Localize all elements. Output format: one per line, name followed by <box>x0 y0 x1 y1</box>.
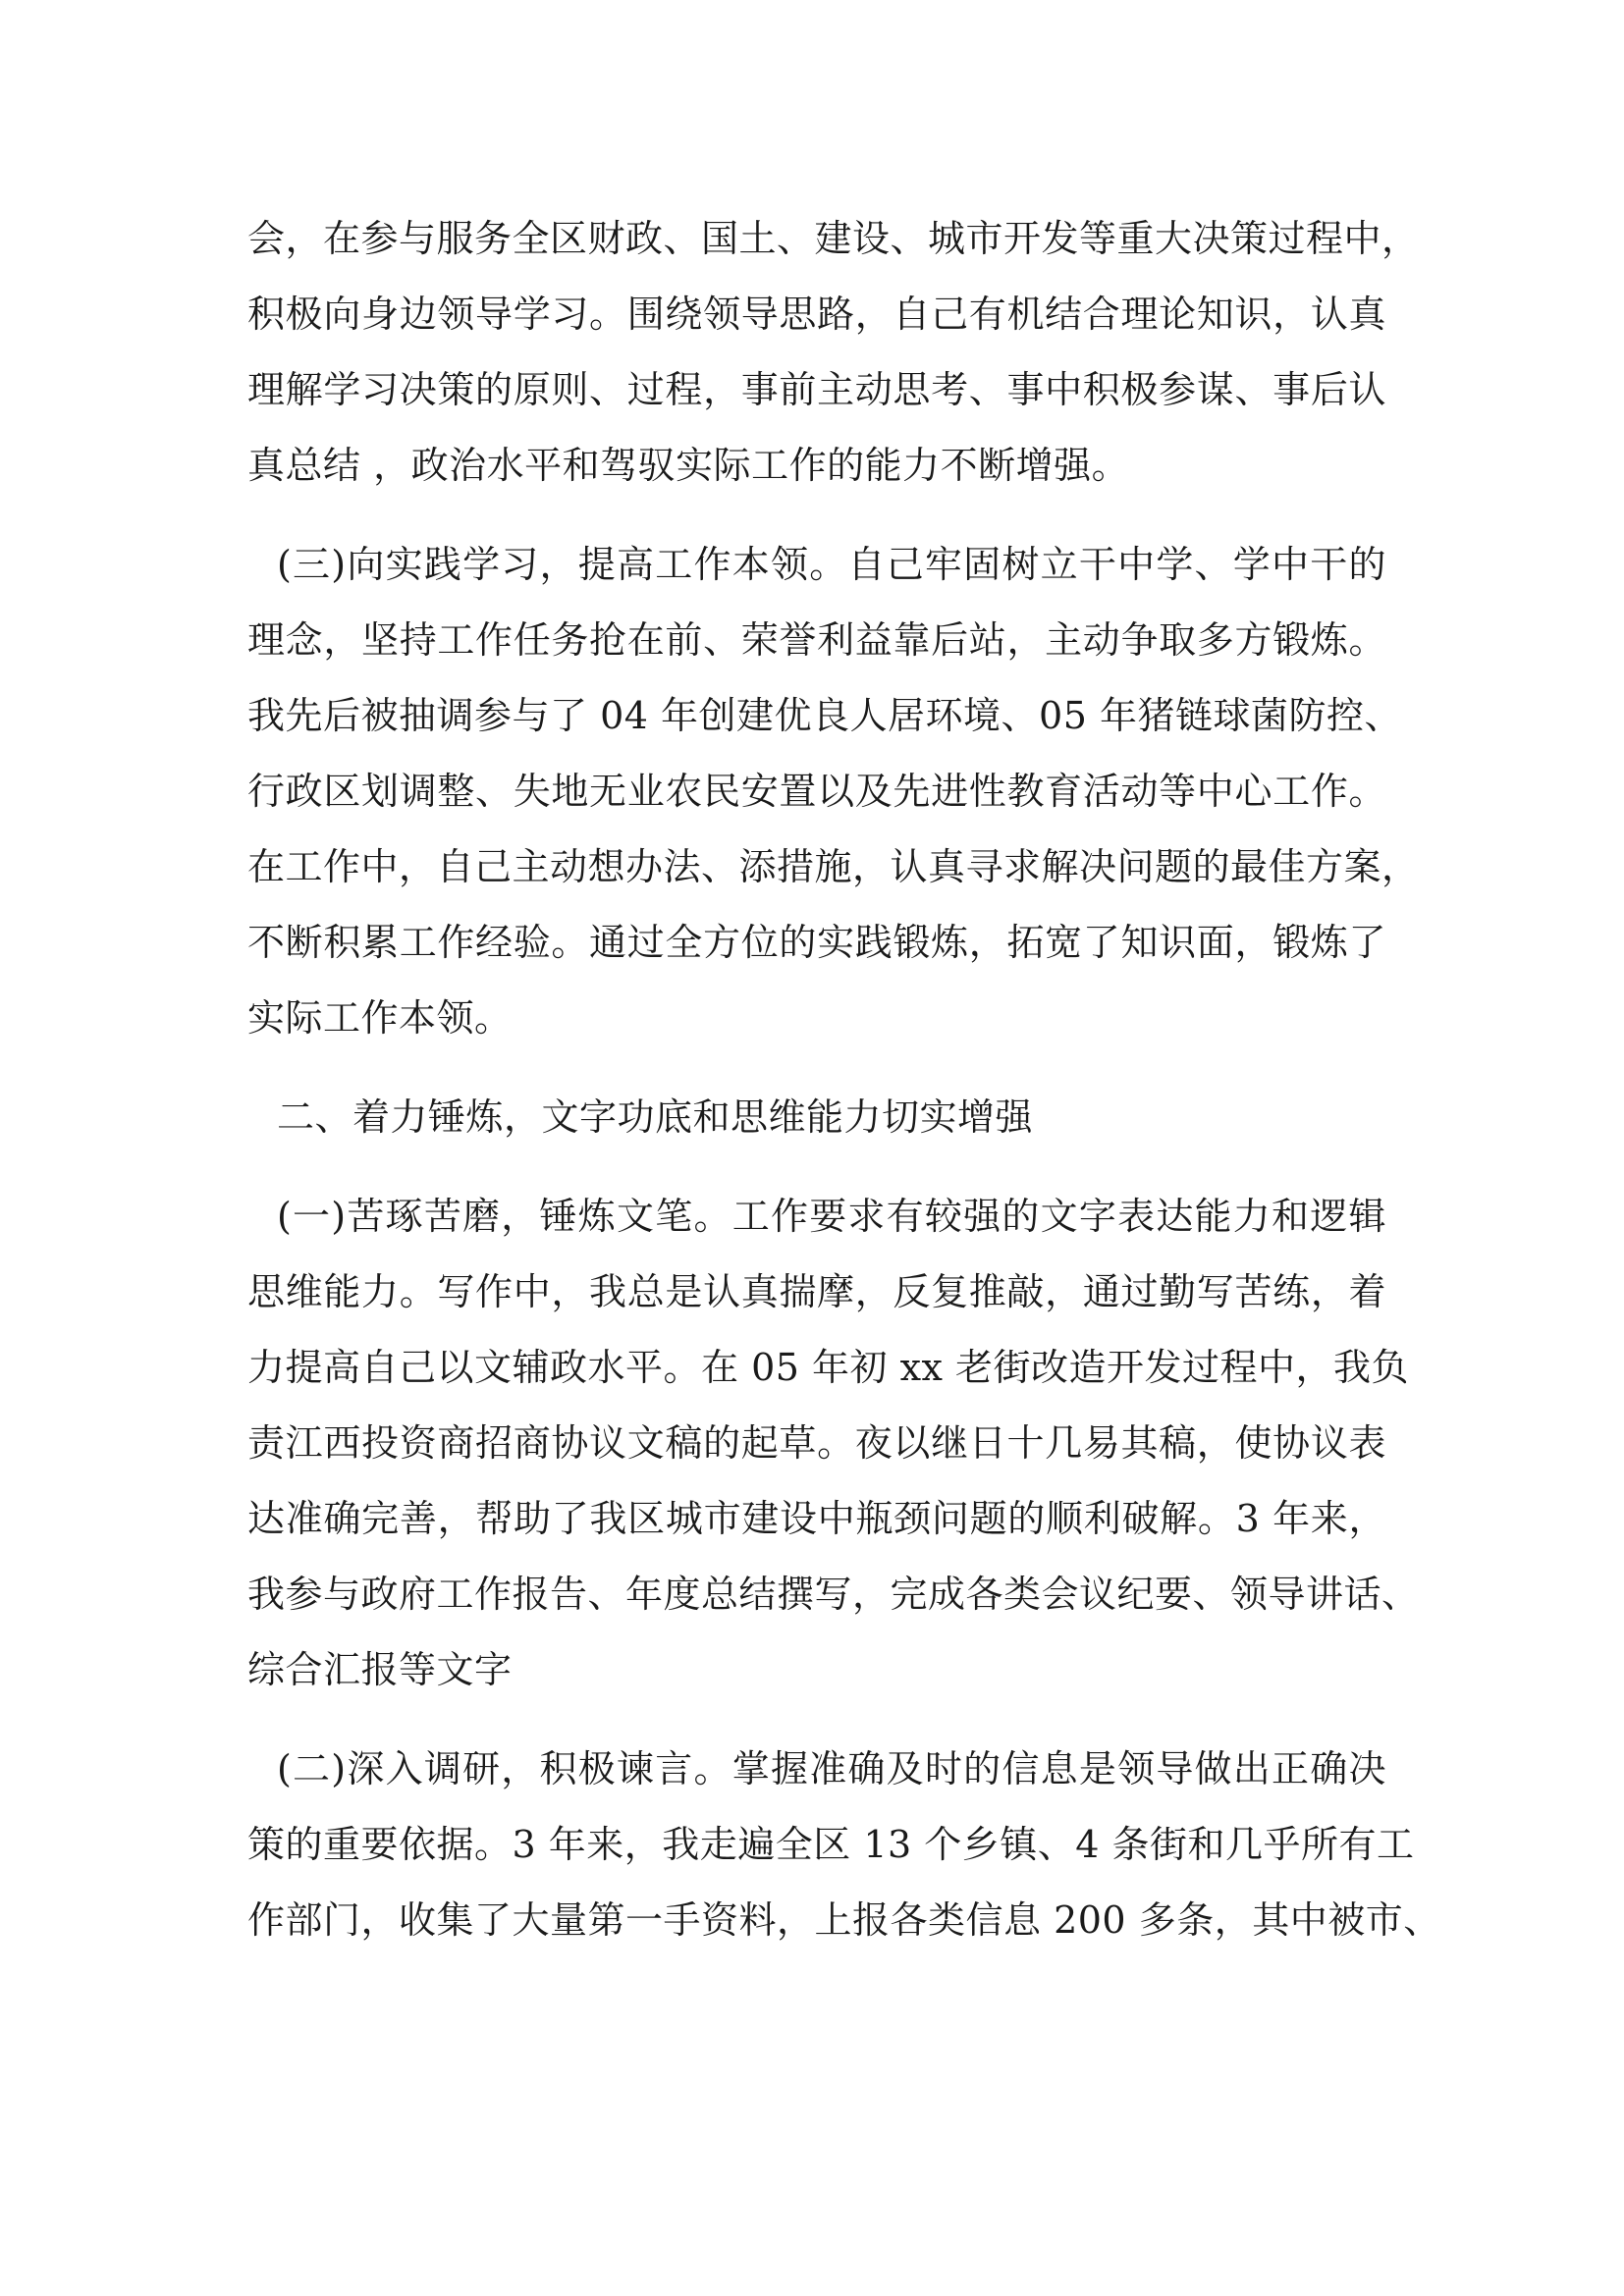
text-line: 综合汇报等文字 <box>247 1648 513 1691</box>
text-line: 责江西投资商招商协议文稿的起草。夜以继日十几易其稿，使协议表 <box>247 1421 1386 1465</box>
text-line: 不断积累工作经验。通过全方位的实践锻炼，拓宽了知识面，锻炼了 <box>247 921 1386 964</box>
paragraph-continuation <box>247 201 1420 504</box>
text-line: 我先后被抽调参与了 04 年创建优良人居环境、05 年猪链球菌防控、 <box>247 694 1402 737</box>
text-line: 会，在参与服务全区财政、国土、建设、城市开发等重大决策过程中， <box>247 217 1420 260</box>
document-body <box>247 201 1441 1958</box>
text-line: 达准确完善，帮助了我区城市建设中瓶颈问题的顺利破解。3 年来， <box>247 1497 1386 1540</box>
text-line: 真总结 ，政治水平和驾驭实际工作的能力不断增强。 <box>247 444 1130 487</box>
paragraph-practice-learning <box>247 527 1420 1056</box>
text-line: (一)苦琢苦磨，锤炼文笔。工作要求有较强的文字表达能力和逻辑 <box>277 1195 1386 1238</box>
text-line: 积极向身边领导学习。围绕领导思路，自己有机结合理论知识，认真 <box>247 293 1386 336</box>
text-line: 实际工作本领。 <box>247 996 513 1040</box>
text-line: 理念，坚持工作任务抢在前、荣誉利益靠后站，主动争取多方锻炼。 <box>247 618 1386 662</box>
text-line: (二)深入调研，积极谏言。掌握准确及时的信息是领导做出正确决 <box>277 1747 1386 1790</box>
text-line: 我参与政府工作报告、年度总结撰写，完成各类会议纪要、领导讲话、 <box>247 1573 1420 1616</box>
text-line: 思维能力。写作中，我总是认真揣摩，反复推敲，通过勤写苦练，着 <box>247 1270 1386 1313</box>
text-line: 在工作中，自己主动想办法、添措施，认真寻求解决问题的最佳方案， <box>247 845 1420 888</box>
heading-line: 二、着力锤炼，文字功底和思维能力切实增强 <box>277 1095 1034 1139</box>
paragraph-writing-skill <box>247 1179 1420 1708</box>
text-line: 作部门，收集了大量第一手资料，上报各类信息 200 多条，其中被市、 <box>247 1898 1441 1942</box>
paragraph-research <box>247 1732 1441 1958</box>
text-line: 力提高自己以文辅政水平。在 05 年初 xx 老街改造开发过程中，我负 <box>247 1346 1410 1389</box>
text-line: 策的重要依据。3 年来，我走遍全区 13 个乡镇、4 条街和几乎所有工 <box>247 1823 1415 1866</box>
text-line: 理解学习决策的原则、过程，事前主动思考、事中积极参谋、事后认 <box>247 368 1386 411</box>
text-line: (三)向实践学习，提高工作本领。自己牢固树立干中学、学中干的 <box>277 543 1386 586</box>
text-line: 行政区划调整、失地无业农民安置以及先进性教育活动等中心工作。 <box>247 770 1386 813</box>
section-heading <box>247 1080 1386 1155</box>
